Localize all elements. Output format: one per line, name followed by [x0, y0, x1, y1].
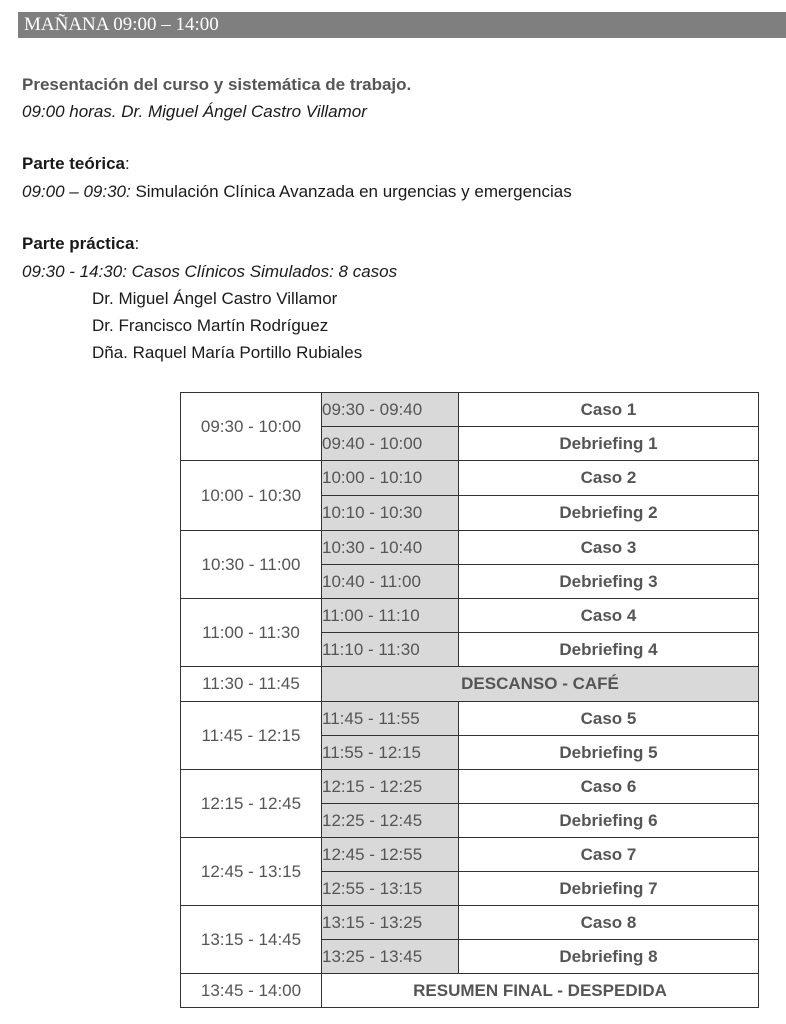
instructor-1: Dr. Miguel Ángel Castro Villamor — [92, 289, 338, 308]
slot-activity: Caso 4 — [459, 599, 759, 633]
slot-time: 10:40 - 11:00 — [322, 565, 459, 599]
slot-activity: Debriefing 7 — [459, 872, 759, 906]
teorica-heading — [22, 153, 130, 175]
final-row — [181, 974, 759, 1008]
slot-activity: Debriefing 2 — [459, 496, 759, 531]
slot-activity: Debriefing 5 — [459, 736, 759, 770]
slot-time: 11:00 - 11:10 — [322, 599, 459, 633]
block-time: 12:45 - 13:15 — [181, 838, 322, 906]
slot-activity: Caso 1 — [459, 393, 759, 427]
intro-subtitle: 09:00 horas. Dr. Miguel Ángel Castro Villamor — [22, 102, 367, 121]
slot-activity: Caso 2 — [459, 461, 759, 496]
slot-time: 13:25 - 13:45 — [322, 940, 459, 974]
slot-activity: Debriefing 3 — [459, 565, 759, 599]
slot-time: 10:30 - 10:40 — [322, 531, 459, 565]
slot-activity: Debriefing 1 — [459, 427, 759, 461]
slot-time: 12:45 - 12:55 — [322, 838, 459, 872]
slot-activity: Debriefing 8 — [459, 940, 759, 974]
slot-activity: Debriefing 4 — [459, 633, 759, 667]
final-time: 13:45 - 14:00 — [181, 974, 322, 1008]
table-row — [181, 838, 759, 872]
final-label: RESUMEN FINAL - DESPEDIDA — [322, 974, 759, 1008]
slot-activity: Caso 8 — [459, 906, 759, 940]
table-row — [181, 393, 759, 427]
practica-line: 09:30 - 14:30: Casos Clínicos Simulados: 8 casos — [22, 262, 398, 281]
break-row — [181, 667, 759, 702]
slot-activity: Caso 7 — [459, 838, 759, 872]
slot-time: 13:15 - 13:25 — [322, 906, 459, 940]
practica-label: Parte práctica — [22, 234, 135, 253]
break-time: 11:30 - 11:45 — [181, 667, 322, 702]
slot-time: 10:00 - 10:10 — [322, 461, 459, 496]
block-time: 09:30 - 10:00 — [181, 393, 322, 461]
slot-time: 12:25 - 12:45 — [322, 804, 459, 838]
slot-time: 10:10 - 10:30 — [322, 496, 459, 531]
block-time: 13:15 - 14:45 — [181, 906, 322, 974]
teorica-colon: : — [125, 154, 130, 173]
slot-time: 11:55 - 12:15 — [322, 736, 459, 770]
block-time: 11:45 - 12:15 — [181, 702, 322, 770]
block-time: 10:00 - 10:30 — [181, 461, 322, 531]
table-row — [181, 531, 759, 565]
intro-title: Presentación del curso y sistemática de trabajo. — [22, 75, 412, 94]
slot-activity: Caso 3 — [459, 531, 759, 565]
slot-time: 09:40 - 10:00 — [322, 427, 459, 461]
break-label: DESCANSO - CAFÉ — [322, 667, 759, 702]
block-time: 10:30 - 11:00 — [181, 531, 322, 599]
instructor-3: Dña. Raquel María Portillo Rubiales — [92, 343, 363, 362]
practica-heading — [22, 233, 139, 255]
block-time: 12:15 - 12:45 — [181, 770, 322, 838]
table-row — [181, 770, 759, 804]
teorica-line — [22, 181, 572, 203]
slot-activity: Caso 6 — [459, 770, 759, 804]
slot-time: 12:15 - 12:25 — [322, 770, 459, 804]
section-header: MAÑANA 09:00 – 14:00 — [18, 12, 786, 38]
table-row — [181, 599, 759, 633]
slot-activity: Caso 5 — [459, 702, 759, 736]
practica-colon: : — [134, 234, 140, 253]
teorica-label: Parte teórica — [22, 154, 125, 173]
schedule-table — [180, 392, 759, 1008]
instructor-2: Dr. Francisco Martín Rodríguez — [92, 316, 329, 335]
slot-activity: Debriefing 6 — [459, 804, 759, 838]
table-row — [181, 906, 759, 940]
teorica-time: 09:00 – 09:30: — [22, 182, 131, 201]
teorica-text: Simulación Clínica Avanzada en urgencias y emergencias — [130, 182, 572, 201]
slot-time: 11:45 - 11:55 — [322, 702, 459, 736]
slot-time: 11:10 - 11:30 — [322, 633, 459, 667]
table-row — [181, 702, 759, 736]
block-time: 11:00 - 11:30 — [181, 599, 322, 667]
slot-time: 12:55 - 13:15 — [322, 872, 459, 906]
table-row — [181, 461, 759, 496]
slot-time: 09:30 - 09:40 — [322, 393, 459, 427]
